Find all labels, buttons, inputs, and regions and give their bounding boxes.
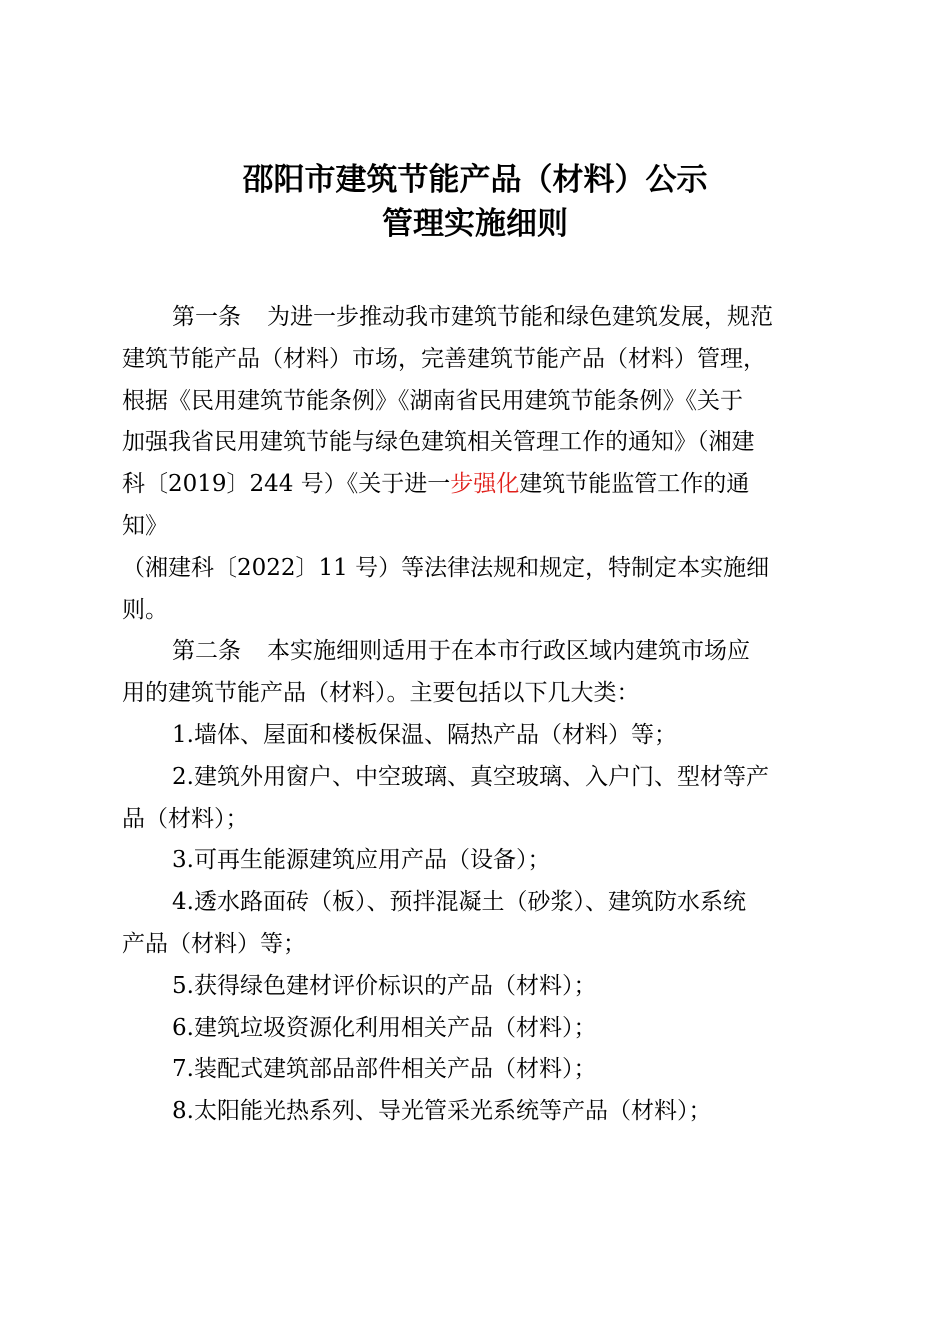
list-item: 1.墙体、屋面和楼板保温、隔热产品（材料）等； <box>172 721 677 748</box>
document-body <box>122 297 838 1133</box>
article-1-line-3: 根据《民用建筑节能条例》《湖南省民用建筑节能条例》《关于 <box>122 387 743 414</box>
article-1-line-4: 加强我省民用建筑节能与绿色建筑相关管理工作的通知》（湘建 <box>122 429 755 456</box>
article-1-line-8: 则。 <box>122 596 168 623</box>
article-1-label: 第一条 <box>172 304 241 330</box>
list-item: 5.获得绿色建材评价标识的产品（材料）； <box>172 972 597 999</box>
article-2-label: 第二条 <box>172 638 241 665</box>
article-1-line-5-start: 科〔2019〕244 号）《关于进一 <box>122 471 451 498</box>
article-1-line-6: 知》 <box>122 512 168 539</box>
list-item: 6.建筑垃圾资源化利用相关产品（材料）； <box>172 1014 597 1041</box>
article-2-line-1 <box>122 631 838 673</box>
list-item-continuation: 产品（材料）等； <box>122 930 306 957</box>
list-item: 8.太阳能光热系列、导光管采光系统等产品（材料）； <box>172 1098 712 1125</box>
article-1-line-5 <box>122 464 838 506</box>
article-1-line-7: （湘建科〔2022〕11 号）等法律法规和规定，特制定本实施细 <box>122 554 770 581</box>
document-title <box>0 158 950 246</box>
article-1-line-1 <box>122 297 838 339</box>
article-2-line-2: 用的建筑节能产品（材料）。主要包括以下几大类： <box>122 680 640 707</box>
list-item: 2.建筑外用窗户、中空玻璃、真空玻璃、入户门、型材等产 <box>172 763 769 790</box>
list-item-continuation: 品（材料）； <box>122 805 249 832</box>
article-1-line-2: 建筑节能产品（材料）市场，完善建筑节能产品（材料）管理， <box>122 345 766 372</box>
title-line-2: 管理实施细则 <box>382 206 568 242</box>
list-item: 3.可再生能源建筑应用产品（设备）； <box>172 847 551 874</box>
title-line-1: 邵阳市建筑节能产品（材料）公示 <box>242 162 708 198</box>
article-1-text: 为进一步推动我市建筑节能和绿色建筑发展，规范 <box>267 304 773 330</box>
article-1-line-5-end: 建筑节能监管工作的通 <box>519 471 750 498</box>
list-item: 4.透水路面砖（板）、预拌混凝土（砂浆）、建筑防水系统 <box>172 889 746 916</box>
highlighted-text: 步强化 <box>450 471 520 498</box>
list-item: 7.装配式建筑部品部件相关产品（材料）； <box>172 1056 597 1083</box>
article-2-text: 本实施细则适用于在本市行政区域内建筑市场应 <box>267 638 750 665</box>
